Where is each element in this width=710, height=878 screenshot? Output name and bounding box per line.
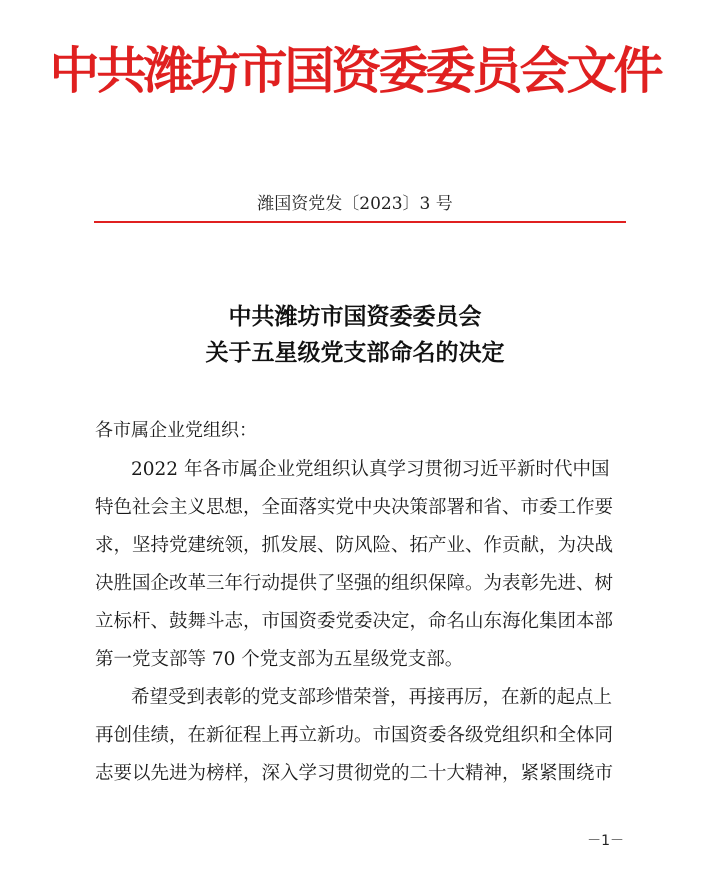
- page-number: －1－: [587, 833, 624, 849]
- body-line: 特色社会主义思想，全面落实党中央决策部署和省、市委工作要: [95, 497, 614, 518]
- document-header-title: 中共潍坊市国资委委员会文件: [49, 41, 661, 100]
- body-line: 第一党支部等 70 个党支部为五星级党支部。: [95, 649, 464, 670]
- body-line: 立标杆、鼓舞斗志，市国资委党委决定，命名山东海化集团本部: [95, 611, 614, 632]
- body-line: 希望受到表彰的党支部珍惜荣誉，再接再厉，在新的起点上: [131, 687, 613, 708]
- decision-title: [0, 299, 710, 371]
- decision-title-line-1: 中共潍坊市国资委委员会: [228, 303, 482, 330]
- decision-title-line-2: 关于五星级党支部命名的决定: [205, 339, 505, 366]
- body-line: 决胜国企改革三年行动提供了坚强的组织保障。为表彰先进、树: [95, 573, 614, 594]
- red-divider-line: [94, 221, 626, 223]
- body-line: 求，坚持党建统领，抓发展、防风险、拓产业、作贡献，为决战: [95, 535, 614, 556]
- body-line: 再创佳绩，在新征程上再立新功。市国资委各级党组织和全体同: [95, 725, 614, 746]
- salutation: 各市属企业党组织：: [95, 420, 257, 441]
- body-line: 2022 年各市属企业党组织认真学习贯彻习近平新时代中国: [131, 459, 610, 480]
- document-number: 潍国资党发〔2023〕3 号: [257, 194, 453, 214]
- body-line: 志要以先进为榜样，深入学习贯彻党的二十大精神，紧紧围绕市: [95, 763, 614, 784]
